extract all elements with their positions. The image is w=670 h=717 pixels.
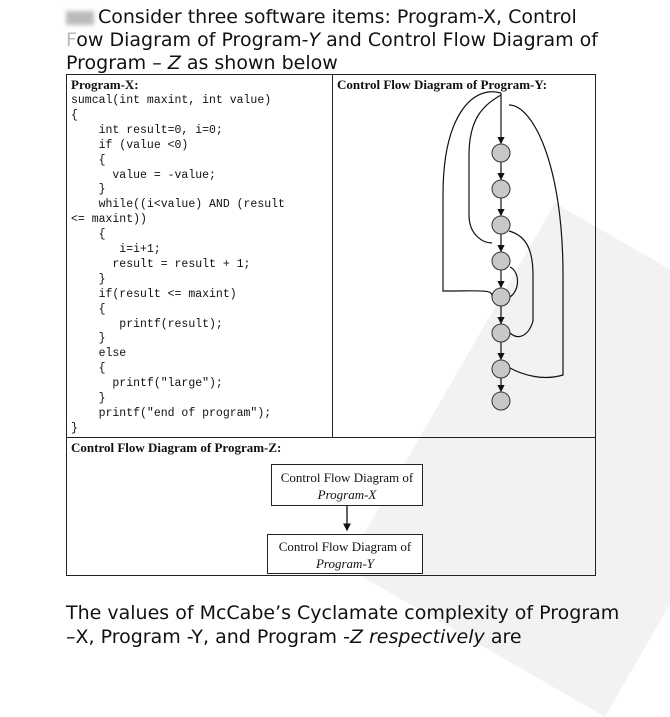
code-line: printf("large"); — [71, 377, 223, 391]
flow-node — [492, 180, 510, 198]
program-z-cell — [67, 437, 595, 575]
intro-text — [66, 6, 656, 75]
code-line: value = -value; — [71, 168, 216, 182]
code-line: { — [71, 362, 106, 376]
code-line: } — [71, 392, 106, 405]
intro-line-2: Fow Diagram of Program-Y and Control Flow Diagram of — [66, 29, 598, 51]
code-line: { — [71, 108, 78, 122]
flow-node — [492, 392, 510, 410]
intro-line-1: Consider three software items: Program-X, Control — [66, 6, 656, 29]
code-line: if(result <= maxint) — [71, 287, 237, 301]
redacted-mark — [66, 11, 94, 25]
box-program-y — [267, 534, 423, 574]
flow-loop-edge — [443, 92, 501, 297]
flow-loop-edge — [509, 231, 533, 337]
question-line-2: –X, Program -Y, and Program -Z respectively are — [66, 626, 522, 648]
flow-node — [492, 252, 510, 270]
intro-line-3: Program – Z as shown below — [66, 52, 338, 74]
box-program-x — [271, 464, 423, 506]
code-line: result = result + 1; — [71, 257, 251, 271]
program-x-cell — [67, 75, 333, 437]
code-line: { — [71, 153, 106, 167]
figure-frame — [66, 74, 596, 576]
code-line: } — [71, 183, 106, 197]
code-line: else — [71, 347, 127, 361]
flow-node — [492, 144, 510, 162]
code-line: sumcal(int maxint, int value) — [71, 94, 272, 107]
code-line: printf("end of program"); — [71, 406, 272, 420]
code-line: if (value <0) — [71, 138, 189, 152]
code-line: i=i+1; — [71, 243, 161, 256]
program-y-heading: Control Flow Diagram of Program-Y: — [337, 77, 547, 92]
code-line: } — [71, 421, 78, 435]
code-line: } — [71, 272, 106, 286]
code-line: } — [71, 332, 106, 346]
flow-node — [492, 216, 510, 234]
question-line-1: The values of McCabe’s Cyclamate complexity of Program — [66, 602, 620, 624]
code-line: while((i<value) AND (result — [71, 198, 285, 212]
box-program-y-line2: Program-Y — [315, 556, 375, 571]
flow-node — [492, 288, 510, 306]
code-line: { — [71, 302, 106, 316]
program-x-heading: Program-X: — [71, 77, 139, 92]
faded-letter: F — [66, 29, 77, 51]
flow-loop-edge — [510, 267, 518, 297]
code-line: { — [71, 228, 106, 242]
box-program-x-line2: Program-X — [317, 487, 377, 502]
flow-node — [492, 324, 510, 342]
program-z-heading: Control Flow Diagram of Program-Z: — [71, 440, 282, 455]
code-line: int result=0, i=0; — [71, 123, 223, 137]
program-y-flow-diagram — [333, 75, 595, 437]
box-program-x-line1: Control Flow Diagram of — [280, 470, 414, 485]
question-text — [66, 601, 656, 649]
code-line: printf(result); — [71, 317, 223, 331]
flow-node — [492, 360, 510, 378]
code-line: <= maxint)) — [71, 213, 147, 227]
box-program-y-line1: Control Flow Diagram of — [278, 539, 412, 554]
program-y-cell — [333, 75, 595, 437]
